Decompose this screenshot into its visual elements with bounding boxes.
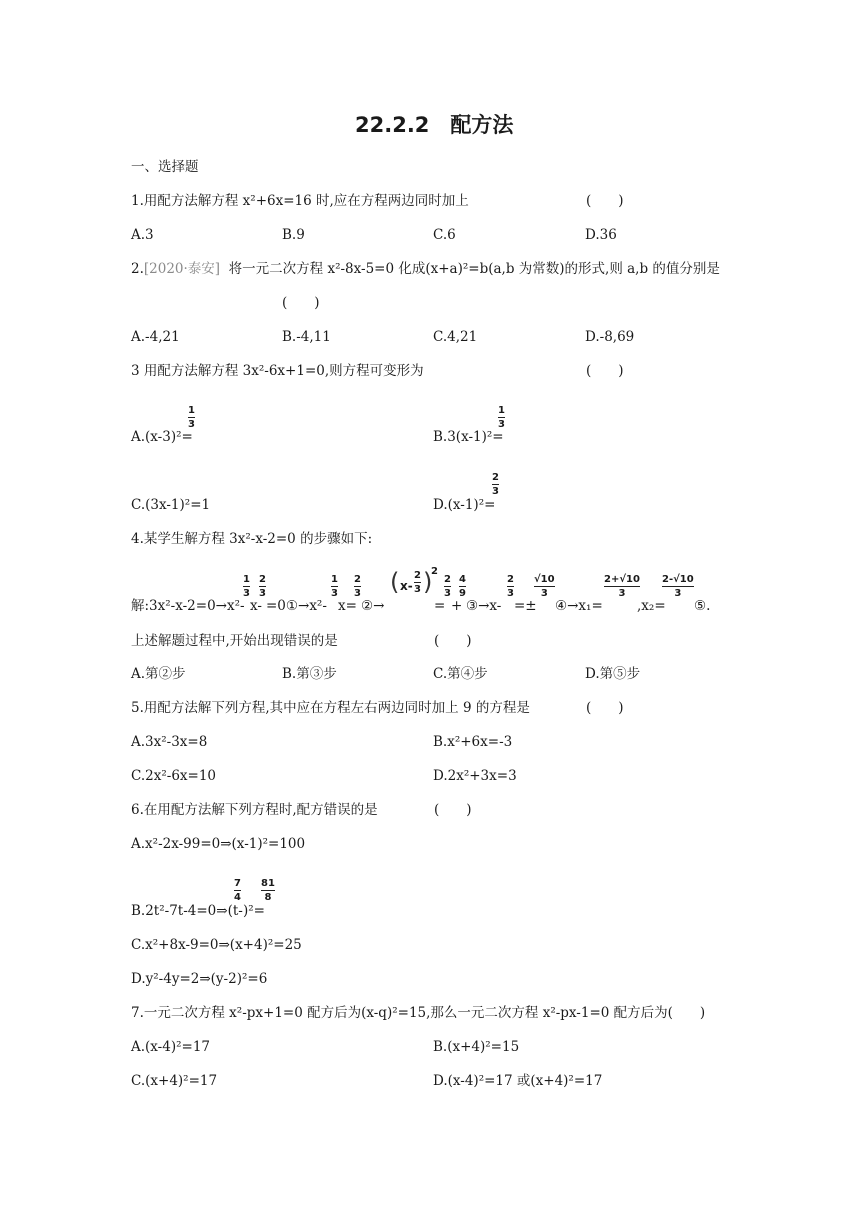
q4-frac-2: 2 3 <box>259 574 266 600</box>
q5-option-a: A.3x²-3x=8 <box>131 734 208 750</box>
q1-stem: 1.用配方法解方程 x²+6x=16 时,应在方程两边同时加上 <box>131 193 469 209</box>
q5-option-d: D.2x²+3x=3 <box>433 768 517 784</box>
q4-step-9: =± <box>514 598 537 614</box>
q6-option-b-part2: )²= <box>243 903 265 919</box>
q5-answer-paren: ( ) <box>586 700 624 716</box>
q4-step-3: =0①→x²- <box>266 598 327 614</box>
q4-frac-8: √10 3 <box>534 574 555 600</box>
q7-option-d: D.(x-4)²=17 或(x+4)²=17 <box>433 1073 603 1089</box>
q1-option-d: D.36 <box>585 227 617 243</box>
q7-option-a: A.(x-4)²=17 <box>131 1039 211 1055</box>
q4-frac-1: 1 3 <box>243 574 250 600</box>
q4-stem: 4.某学生解方程 3x²-x-2=0 的步骤如下: <box>131 531 373 547</box>
q2-answer-paren: ( ) <box>282 295 320 311</box>
q4-line2: 上述解题过程中,开始出现错误的是 <box>131 633 338 649</box>
q4-answer-paren: ( ) <box>434 633 472 649</box>
q4-option-c: C.第④步 <box>433 666 488 682</box>
q4-step-12: ⑤. <box>694 598 711 614</box>
q3-option-c: C.(3x-1)²=1 <box>131 497 211 513</box>
q6-option-a: A.x²-2x-99=0⇒(x-1)²=100 <box>131 836 306 852</box>
q4-step-11: ,x₂= <box>637 598 666 614</box>
q2-option-c: C.4,21 <box>433 329 478 345</box>
q4-big-exponent: 2 <box>431 566 438 577</box>
q6-answer-paren: ( ) <box>434 802 472 818</box>
q4-big-inner: x- <box>400 579 413 593</box>
q2-stem: 将一元二次方程 x²-8x-5=0 化成(x+a)²=b(a,b 为常数)的形式,则 a,b 的值分别是 <box>228 261 720 277</box>
q4-step-1: 解:3x²-x-2=0→x²- <box>131 598 245 614</box>
q4-step-2: x- <box>250 598 262 614</box>
q2-number: 2. <box>131 261 144 277</box>
q4-frac-5: 2 3 <box>444 574 451 600</box>
q6-option-c: C.x²+8x-9=0⇒(x+4)²=25 <box>131 937 302 953</box>
q3-option-a: A.(x-3)²= <box>131 429 193 445</box>
q4-big-paren-close: ) <box>423 568 433 596</box>
q7-option-c: C.(x+4)²=17 <box>131 1073 218 1089</box>
q3-answer-paren: ( ) <box>586 363 624 379</box>
q4-step-6: = <box>434 598 446 614</box>
q1-option-a: A.3 <box>131 227 154 243</box>
q4-option-d: D.第⑤步 <box>585 666 641 682</box>
q6-option-d: D.y²-4y=2⇒(y-2)²=6 <box>131 971 268 987</box>
q4-step-7: + <box>451 598 463 614</box>
q5-option-c: C.2x²-6x=10 <box>131 768 217 784</box>
q4-step-5: ②→ <box>361 598 385 614</box>
q2-option-a: A.-4,21 <box>131 329 180 345</box>
section-heading: 一、选择题 <box>131 159 199 175</box>
q4-big-paren-open: ( <box>390 568 400 596</box>
q1-answer-paren: ( ) <box>586 193 624 209</box>
q3-option-b: B.3(x-1)²= <box>433 429 504 445</box>
q6-option-b-part1: B.2t²-7t-4=0⇒(t- <box>131 903 243 919</box>
page-title: 22.2.2 配方法 <box>355 113 514 137</box>
q3-stem: 3 用配方法解方程 3x²-6x+1=0,则方程可变形为 <box>131 363 424 379</box>
q4-frac-6: 4 9 <box>459 574 466 600</box>
q3-option-d-fraction: 2 3 <box>492 472 499 498</box>
q7-option-b: B.(x+4)²=15 <box>433 1039 520 1055</box>
q2-source: [2020·泰安] <box>143 261 221 277</box>
q3-option-a-fraction: 1 3 <box>188 405 195 431</box>
q2-option-d: D.-8,69 <box>585 329 635 345</box>
q4-step-4: x= <box>338 598 357 614</box>
q6-option-b-frac-1: 7 4 <box>234 878 241 904</box>
q4-frac-9: 2+√10 3 <box>604 574 640 600</box>
q3-option-b-fraction: 1 3 <box>498 405 505 431</box>
q6-stem: 6.在用配方法解下列方程时,配方错误的是 <box>131 802 378 818</box>
q4-step-10: ④→x₁= <box>555 598 603 614</box>
q5-option-b: B.x²+6x=-3 <box>433 734 513 750</box>
q4-frac-7: 2 3 <box>507 574 514 600</box>
q4-frac-4: 2 3 <box>354 574 361 600</box>
q1-option-b: B.9 <box>282 227 305 243</box>
q4-step-8: ③→x- <box>466 598 502 614</box>
q4-frac-10: 2-√10 3 <box>662 574 694 600</box>
q4-big-inner-frac: 2 3 <box>414 570 421 596</box>
q1-option-c: C.6 <box>433 227 456 243</box>
q2-option-b: B.-4,11 <box>282 329 331 345</box>
q4-option-b: B.第③步 <box>282 666 337 682</box>
q6-option-b-frac-2: 81 8 <box>261 878 275 904</box>
q4-frac-3: 1 3 <box>331 574 338 600</box>
q3-option-d: D.(x-1)²= <box>433 497 496 513</box>
q2-line <box>131 260 720 278</box>
q5-stem: 5.用配方法解下列方程,其中应在方程左右两边同时加上 9 的方程是 <box>131 700 530 716</box>
q7-stem: 7.一元二次方程 x²-px+1=0 配方后为(x-q)²=15,那么一元二次方程 x²-px-1=0 配方后为( ) <box>131 1005 706 1021</box>
q4-option-a: A.第②步 <box>131 666 186 682</box>
